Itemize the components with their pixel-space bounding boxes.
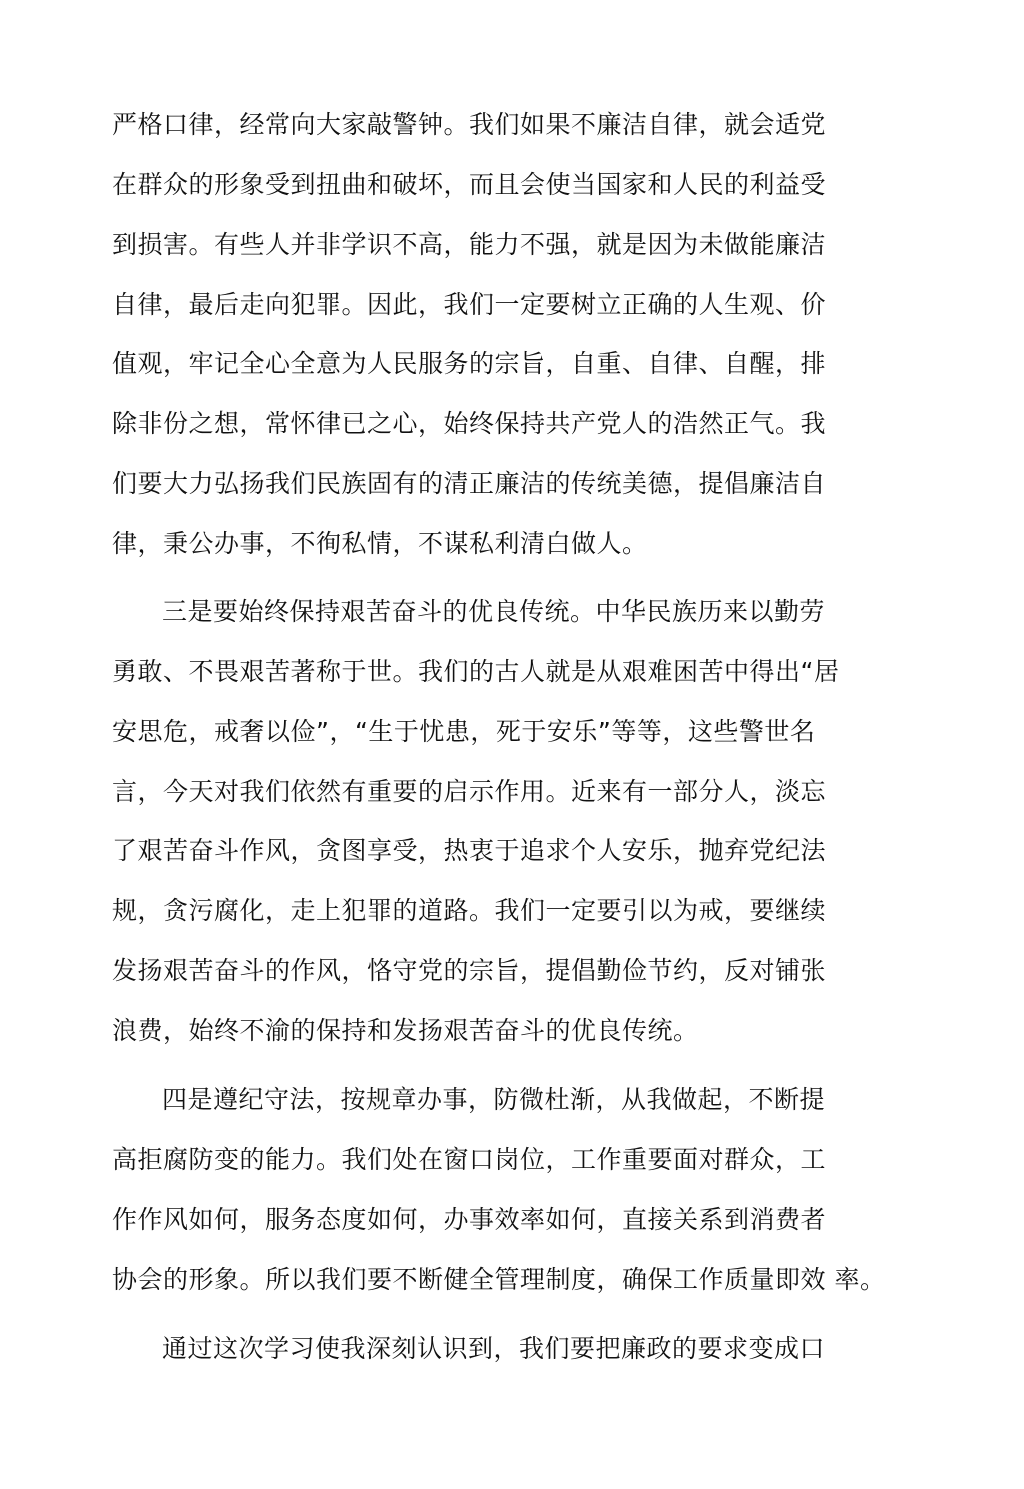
paragraph-line: 值观，牢记全心全意为人民服务的宗旨，自重、自律、自醒，排 (112, 349, 827, 378)
paragraph-line: 高拒腐防变的能力。我们处在窗口岗位，工作重要面对群众，工 (112, 1145, 827, 1174)
paragraph-line: 协会的形象。所以我们要不断健全管理制度，确保工作质量即效 率。 (112, 1265, 886, 1294)
paragraph-line: 规，贪污腐化，走上犯罪的道路。我们一定要引以为戒，要继续 (112, 896, 827, 925)
paragraph-line: 自律，最后走向犯罪。因此，我们一定要树立正确的人生观、价 (112, 290, 827, 319)
paragraph-line: 了艰苦奋斗作风，贪图享受，热衷于追求个人安乐，抛弃党纪法 (112, 836, 827, 865)
paragraph-line: 律，秉公办事，不徇私情，不谋私利清白做人。 (112, 529, 648, 558)
paragraph-line: 在群众的形象受到扭曲和破坏，而且会使当国家和人民的利益受 (112, 170, 827, 199)
paragraph-line: 言，今天对我们依然有重要的启示作用。近来有一部分人，淡忘 (112, 777, 827, 806)
paragraph-line: 安思危，戒奢以俭”，“生于忧患，死于安乐”等等，这些警世名 (112, 717, 816, 746)
paragraph-line: 除非份之想，常怀律已之心，始终保持共产党人的浩然正气。我 (112, 409, 827, 438)
paragraph-first-line: 通过这次学习使我深刻认识到，我们要把廉政的要求变成口 (162, 1334, 826, 1363)
paragraph-first-line: 三是要始终保持艰苦奋斗的优良传统。中华民族历来以勤劳 (162, 597, 826, 626)
paragraph-first-line: 四是遵纪守法，按规章办事，防微杜渐，从我做起，不断提 (162, 1085, 826, 1114)
paragraph-line: 勇敢、不畏艰苦著称于世。我们的古人就是从艰难困苦中得出“居 (112, 657, 840, 686)
paragraph-line: 作作风如何，服务态度如何，办事效率如何，直接关系到消费者 (112, 1205, 827, 1234)
paragraph-line: 到损害。有些人并非学识不高，能力不强，就是因为未做能廉洁 (112, 230, 827, 259)
paragraph-line: 浪费，始终不渝的保持和发扬艰苦奋斗的优良传统。 (112, 1016, 699, 1045)
paragraph-line: 们要大力弘扬我们民族固有的清正廉洁的传统美德，提倡廉洁自 (112, 469, 827, 498)
paragraph-line: 发扬艰苦奋斗的作风，恪守党的宗旨，提倡勤俭节约，反对铺张 (112, 956, 827, 985)
paragraph-line: 严格口律，经常向大家敲警钟。我们如果不廉洁自律，就会适党 (112, 110, 827, 139)
